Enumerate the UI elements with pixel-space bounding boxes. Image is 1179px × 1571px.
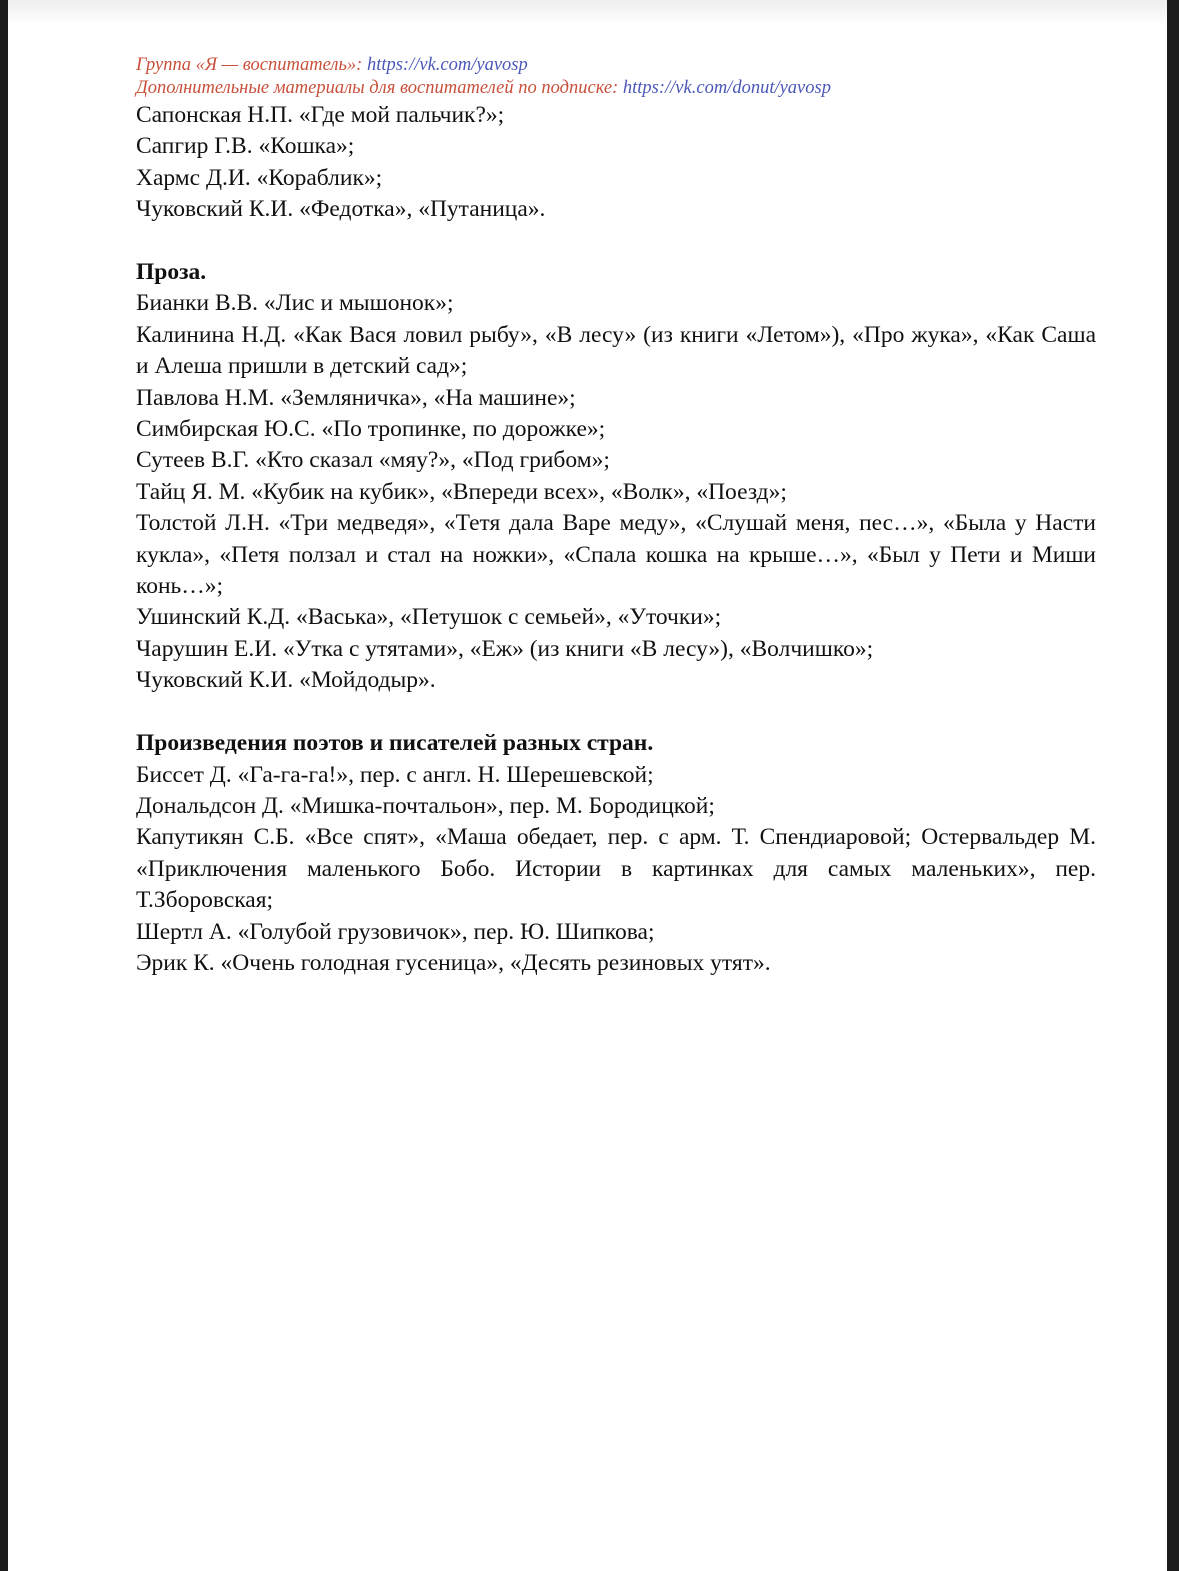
- viewer-frame-right: [1167, 0, 1179, 1571]
- page-top-shadow: [8, 0, 1167, 26]
- document-page: [8, 0, 1167, 1571]
- header-extra-link[interactable]: https://vk.com/donut/yavosp: [622, 78, 831, 98]
- header-group-link[interactable]: https://vk.com/yavosp: [366, 55, 528, 75]
- viewer-frame-left: [0, 0, 8, 1571]
- prose-item: Симбирская Ю.С. «По тропинке, по дорожке»;: [136, 416, 606, 443]
- prose-item: Чуковский К.И. «Мойдодыр».: [136, 667, 436, 694]
- document-body: [136, 100, 1096, 979]
- poetry-item: Хармс Д.И. «Кораблик»;: [136, 164, 383, 191]
- poetry-item: Сапонская Н.П. «Где мой пальчик?»;: [136, 102, 505, 128]
- foreign-item: Эрик К. «Очень голодная гусеница», «Десять резиновых утят».: [136, 949, 771, 976]
- prose-item: Сутеев В.Г. «Кто сказал «мяу?», «Под грибом»;: [136, 447, 610, 474]
- prose-item: Чарушин Е.И. «Утка с утятами», «Еж» (из книги «В лесу»), «Волчишко»;: [136, 635, 874, 662]
- foreign-item: Биссет Д. «Га-га-га!», пер. с англ. Н. Шерешевской;: [136, 761, 654, 788]
- header-extra-label: Дополнительные материалы для воспитателей по подписке:: [136, 78, 623, 98]
- prose-item: Павлова Н.М. «Земляничка», «На машине»;: [136, 384, 576, 411]
- foreign-heading: Произведения поэтов и писателей разных стран.: [136, 730, 654, 757]
- page-content: [136, 54, 1096, 979]
- foreign-item: Шертл А. «Голубой грузовичок», пер. Ю. Шипкова;: [136, 918, 655, 945]
- prose-item: Толстой Л.Н. «Три медведя», «Тетя дала Варе меду», «Слушай меня, пес…», «Была у Насти кукла», «Петя ползал и стал на ножки», «Спала кошка на крыше…», «Был у Пети и Миши конь…»;: [136, 510, 1096, 600]
- section-spacer: [136, 697, 1096, 728]
- foreign-item: Дональдсон Д. «Мишка-почтальон», пер. М. Бородицкой;: [136, 792, 715, 819]
- prose-item: Бианки В.В. «Лис и мышонок»;: [136, 290, 454, 317]
- section-spacer: [136, 226, 1096, 257]
- prose-item: Ушинский К.Д. «Васька», «Петушок с семьей», «Уточки»;: [136, 604, 722, 631]
- page-header: [136, 54, 1096, 100]
- prose-heading: Проза.: [136, 259, 207, 286]
- poetry-item: Сапгир Г.В. «Кошка»;: [136, 133, 355, 160]
- prose-item: Тайц Я. М. «Кубик на кубик», «Впереди всех», «Волк», «Поезд»;: [136, 478, 787, 505]
- prose-item: Калинина Н.Д. «Как Вася ловил рыбу», «В лесу» (из книги «Летом»), «Про жука», «Как Саша и Алеша пришли в детский сад»;: [136, 321, 1096, 380]
- foreign-item: Капутикян С.Б. «Все спят», «Маша обедает, пер. с арм. Т. Спендиаровой; Остервальдер М. «Приключения маленького Бобо. Истории в картинках для самых маленьких», пер. Т.Зборовская;: [136, 824, 1096, 914]
- header-group-label: Группа «Я — воспитатель»:: [136, 55, 367, 75]
- header-extra-line: [136, 77, 1096, 100]
- header-group-line: [136, 54, 1096, 77]
- poetry-item: Чуковский К.И. «Федотка», «Путаница».: [136, 196, 546, 223]
